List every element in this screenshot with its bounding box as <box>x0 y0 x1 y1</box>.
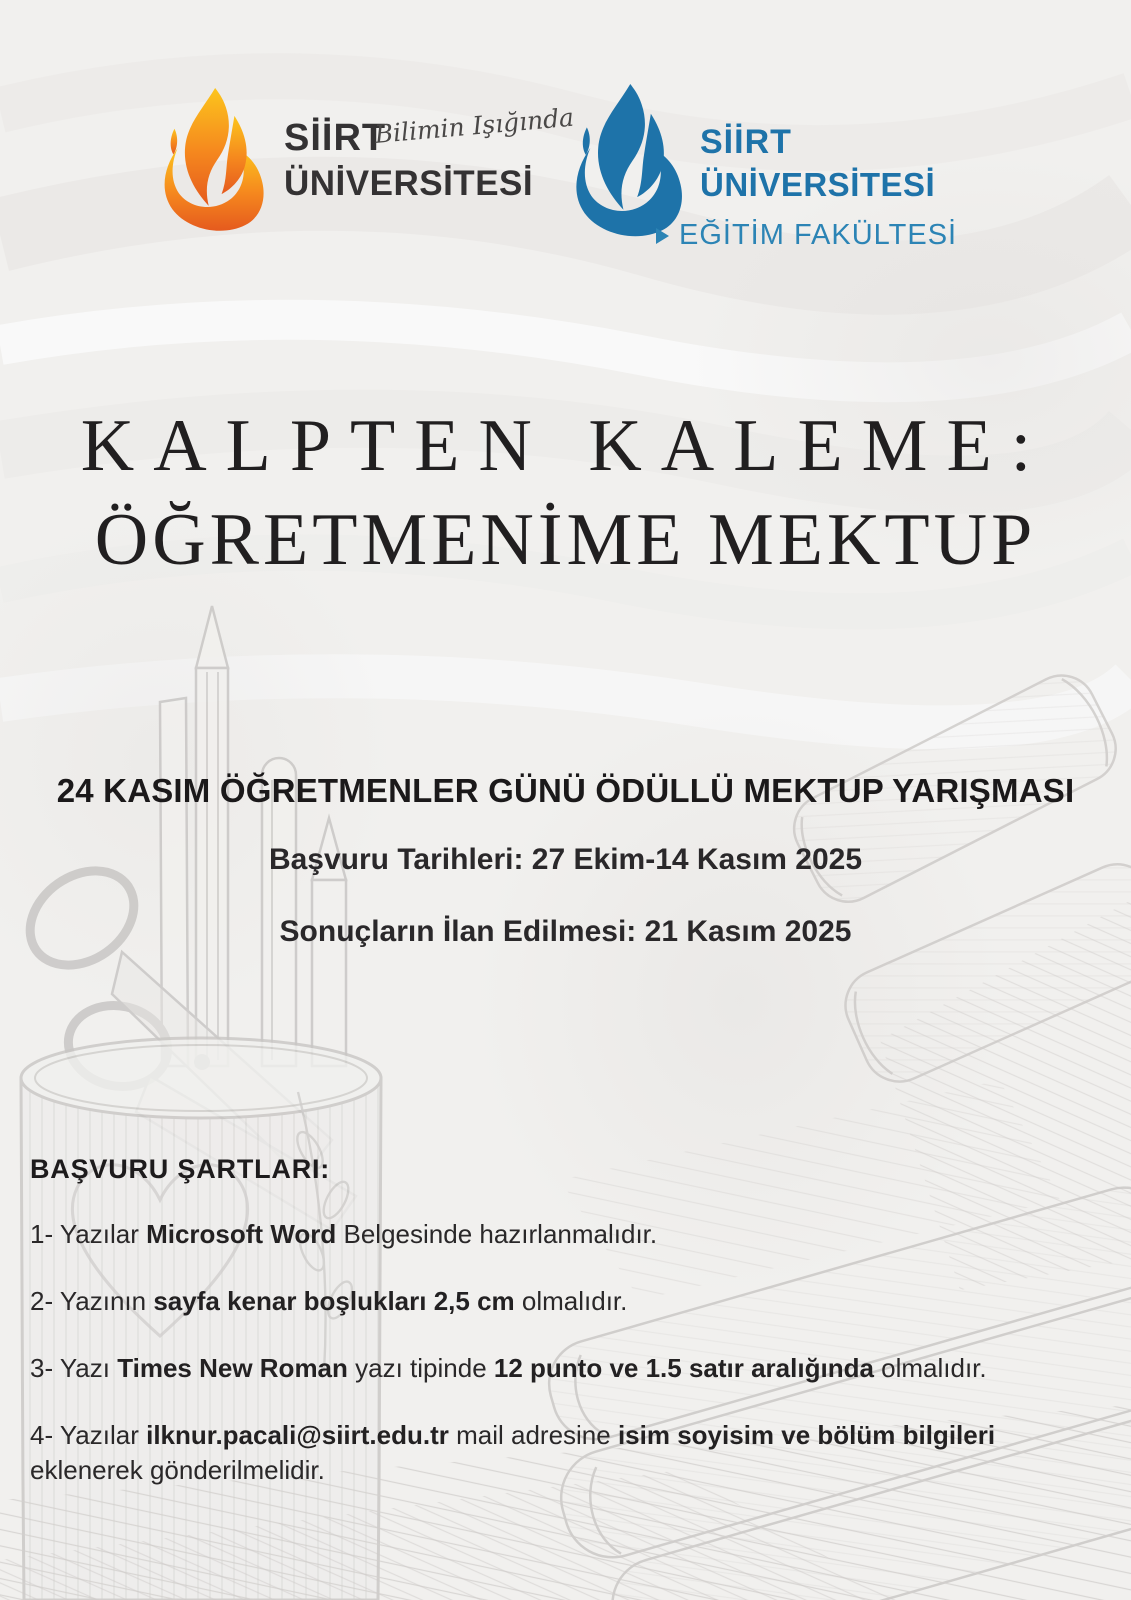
faculty-name-line2: ÜNİVERSİTESİ <box>700 166 936 203</box>
poster-title-line2: ÖĞRETMENİME MEKTUP <box>94 499 1037 581</box>
application-dates: Başvuru Tarihleri: 27 Ekim-14 Kasım 2025 <box>268 843 863 876</box>
results-announcement-date: Sonuçların İlan Edilmesi: 21 Kasım 2025 <box>279 915 852 948</box>
requirement-item: 4- Yazılar ilknur.pacali@siirt.edu.tr mail adresine isim soyisim ve bölüm bilgileri eklenerek gönderilmelidir. <box>30 1420 996 1485</box>
university-tagline: Bilimin Işığında <box>373 102 576 149</box>
requirement-item: 3- Yazı Times New Roman yazı tipinde 12 punto ve 1.5 satır aralığında olmalıdır. <box>30 1353 987 1383</box>
faculty-name-line1: SİİRT <box>700 123 792 161</box>
university-flame-logo-icon <box>158 88 268 238</box>
faculty-logo-text <box>679 123 958 252</box>
university-logo-text <box>284 102 576 204</box>
requirement-item: 1- Yazılar Microsoft Word Belgesinde hazırlanmalıdır. <box>30 1219 658 1249</box>
faculty-subtitle: EĞİTİM FAKÜLTESİ <box>679 219 958 251</box>
poster-title <box>0 400 1131 588</box>
arrow-right-icon <box>656 228 669 244</box>
university-name-line2: ÜNİVERSİTESİ <box>284 164 534 203</box>
requirements-heading: BAŞVURU ŞARTLARI: <box>30 1154 331 1184</box>
faculty-subtitle-row <box>656 219 957 252</box>
university-name-line1: SİİRT <box>284 117 387 159</box>
requirement-item: 2- Yazının sayfa kenar boşlukları 2,5 cm olmalıdır. <box>30 1286 628 1316</box>
poster-title-line1: KALPTEN KALEME: <box>80 405 1051 487</box>
requirements-section <box>30 1154 1110 1488</box>
contest-headline: 24 KASIM ÖĞRETMENLER GÜNÜ ÖDÜLLÜ MEKTUP YARIŞMASI <box>56 772 1075 809</box>
